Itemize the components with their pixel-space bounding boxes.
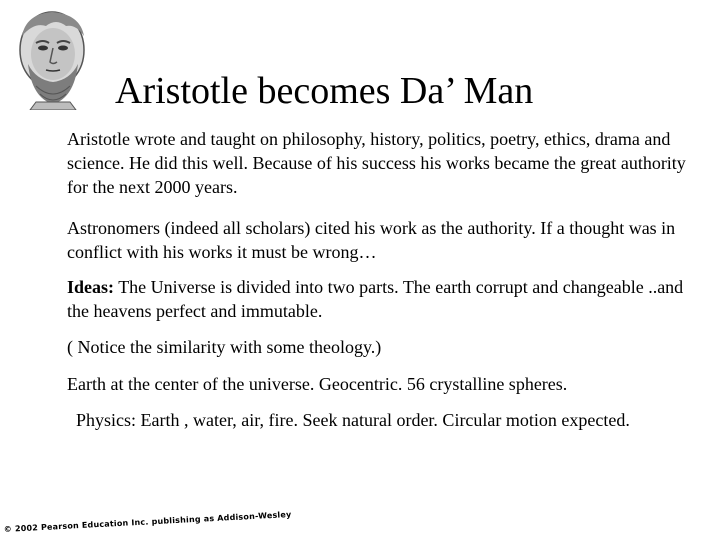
paragraph-astronomers: Astronomers (indeed all scholars) cited his work as the authority. If a thought was in conflict with his works it must be wrong…	[67, 218, 676, 262]
ideas-text: The Universe is divided into two parts. The earth corrupt and changeable ..and the heavens perfect and immutable.	[67, 277, 684, 321]
paragraph-physics: Physics: Earth , water, air, fire. Seek natural order. Circular motion expected.	[67, 410, 630, 430]
paragraph-theology-note: ( Notice the similarity with some theology.)	[67, 337, 382, 357]
paragraph-aristotle-works: Aristotle wrote and taught on philosophy, history, politics, poetry, ethics, drama and science. He did this well. Because of his success his works became the great authority for the next 2000 years.	[67, 129, 686, 197]
copyright-footer: © 2002 Pearson Education Inc. publishing as Addison-Wesley	[3, 509, 292, 534]
paragraph-geocentric: Earth at the center of the universe. Geocentric. 56 crystalline spheres.	[67, 374, 568, 394]
aristotle-bust-icon	[6, 6, 100, 110]
paragraph-ideas	[67, 275, 707, 323]
slide-title: Aristotle becomes Da’ Man	[115, 70, 534, 112]
ideas-label: Ideas:	[67, 277, 115, 297]
